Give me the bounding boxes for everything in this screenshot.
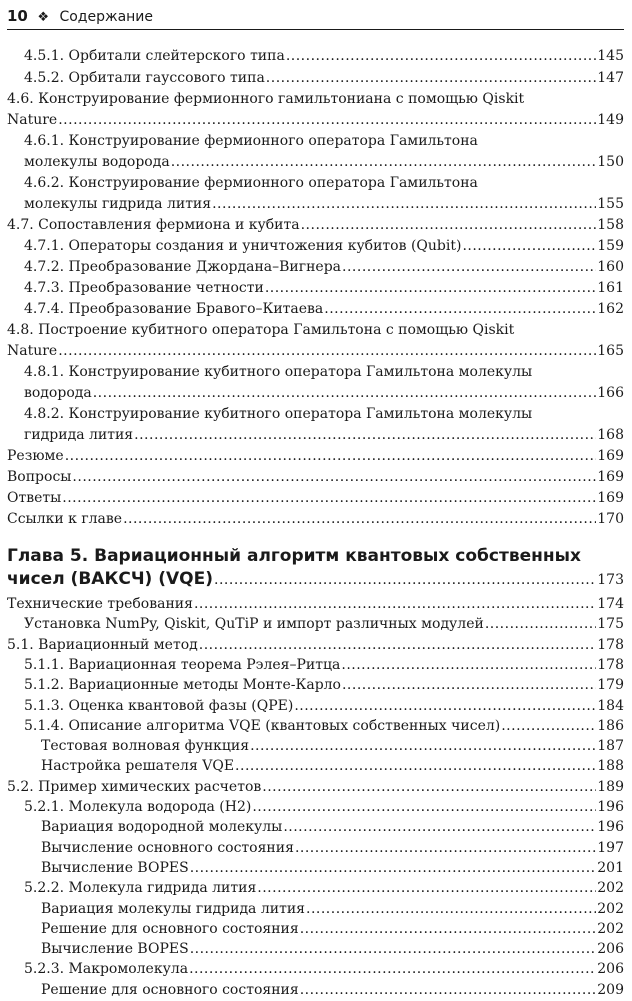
leader-dots: [262, 777, 596, 798]
toc-entry-title: Резюме: [7, 448, 64, 464]
toc-entry-title: 4.6.1. Конструирование фермионного оператора Гамильтона: [24, 133, 478, 149]
toc-entry[interactable]: [7, 838, 624, 859]
toc-entry-title: Установка NumPy, Qiskit, QuTiP и импорт различных модулей: [24, 616, 484, 633]
toc-entry-title: 4.8.1. Конструирование кубитного оператора Гамильтона молекулы: [24, 364, 533, 380]
leader-dots: [199, 635, 597, 656]
leader-dots: [342, 257, 596, 278]
leader-dots: [123, 509, 596, 530]
toc-entry-title: 4.7.1. Операторы создания и уничтожения кубитов (Qubit): [24, 238, 462, 254]
toc-entry-page: 170: [597, 511, 624, 527]
leader-dots: [58, 341, 596, 362]
toc-entry-title: 4.5.2. Орбитали гауссового типа: [24, 70, 265, 86]
toc-entry[interactable]: [7, 878, 624, 899]
toc-entry[interactable]: [7, 594, 624, 615]
leader-dots: [93, 383, 597, 404]
toc-entry-title: 4.7.2. Преобразование Джордана–Вигнера: [24, 259, 342, 275]
toc-entry-page: 158: [597, 217, 624, 233]
toc-entry-page: 162: [597, 301, 624, 317]
toc-entry-title: 5.2. Пример химических расчетов: [7, 778, 262, 795]
toc-entry[interactable]: [7, 236, 624, 257]
toc-entry-page: 149: [597, 112, 624, 128]
toc-entry-page: 202: [597, 880, 624, 897]
leader-dots: [134, 425, 596, 446]
leader-dots: [190, 939, 597, 960]
toc-entry-line[interactable]: [7, 131, 624, 152]
leader-dots: [283, 817, 596, 838]
page-number: 10: [7, 7, 28, 25]
toc-entry-title: 5.1.4. Описание алгоритма VQE (квантовых собственных чисел): [24, 717, 501, 734]
toc-entry-title: 4.5.1. Орбитали слейтерского типа: [24, 48, 285, 64]
leader-dots: [62, 488, 596, 509]
toc-entry-title: 4.7.3. Преобразование четности: [24, 280, 264, 296]
toc-entry-title: 5.2.3. Макромолекула: [24, 961, 189, 978]
toc-entry-page: 188: [597, 758, 624, 775]
toc-entry[interactable]: [7, 110, 624, 131]
header-rule: [7, 29, 624, 30]
leader-dots: [294, 696, 596, 717]
chapter-title: чисел (ВАКСЧ) (VQE): [7, 569, 214, 589]
toc-entry[interactable]: [7, 299, 624, 320]
toc-entry[interactable]: [7, 383, 624, 404]
leader-dots: [65, 446, 597, 467]
toc-entry[interactable]: [7, 797, 624, 818]
leader-dots: [295, 838, 596, 859]
toc-entry-title: водорода: [24, 385, 92, 401]
toc-entry[interactable]: [7, 980, 624, 1001]
toc-entry-title: Тестовая волновая функция: [41, 738, 250, 755]
toc-entry-title: Решение для основного состояния: [41, 981, 299, 998]
toc-entry[interactable]: [7, 68, 624, 89]
toc-entry[interactable]: [7, 817, 624, 838]
toc-entry-title: Вычисление BOPES: [41, 859, 189, 876]
toc-entry[interactable]: [7, 696, 624, 717]
leader-dots: [462, 236, 596, 257]
toc-entry-title: 4.8. Построение кубитного оператора Гамильтона с помощью Qiskit: [7, 322, 515, 338]
toc-entry-title: Вариация водородной молекулы: [41, 819, 283, 836]
toc-entry-page: 150: [597, 154, 624, 170]
toc-entry-line[interactable]: [7, 362, 624, 383]
leader-dots: [252, 797, 596, 818]
chapter-heading-end[interactable]: [7, 566, 624, 593]
ornament-icon: ❖: [37, 10, 49, 25]
toc-entry-line[interactable]: [7, 320, 624, 341]
toc-entry[interactable]: [7, 959, 624, 980]
toc-entry-page: 175: [597, 616, 624, 633]
toc-entry-title: молекулы гидрида лития: [24, 196, 212, 212]
toc-entry-page: 169: [597, 448, 624, 464]
toc-entry-page: 187: [597, 738, 624, 755]
toc-entry-title: Вычисление BOPES: [41, 941, 189, 958]
toc-entry-page: 161: [597, 280, 624, 296]
toc-entry-page: 202: [597, 900, 624, 917]
toc-entry-title: Nature: [7, 343, 58, 359]
leader-dots: [501, 716, 596, 737]
toc-entry-title: Вариация молекулы гидрида лития: [41, 900, 305, 917]
toc-entry-title: 4.7. Сопоставления фермиона и кубита: [7, 217, 300, 233]
leader-dots: [190, 858, 597, 879]
toc-entry-title: 5.1. Вариационный метод: [7, 636, 198, 653]
leader-dots: [300, 919, 597, 940]
toc-entry-page: 169: [597, 490, 624, 506]
toc-entry[interactable]: [7, 278, 624, 299]
leader-dots: [58, 110, 596, 131]
toc-entry[interactable]: [7, 46, 624, 67]
toc-entry-page: 202: [597, 920, 624, 937]
leader-dots: [257, 878, 596, 899]
toc-entry-title: 5.1.2. Вариационные методы Монте-Карло: [24, 677, 341, 694]
toc-entry[interactable]: [7, 635, 624, 656]
toc-entry[interactable]: [7, 425, 624, 446]
toc-entry[interactable]: [7, 341, 624, 362]
toc-entry-page: 159: [597, 238, 624, 254]
toc-entry[interactable]: [7, 257, 624, 278]
leader-dots: [235, 756, 596, 777]
toc-entry-page: 178: [597, 656, 624, 673]
toc-entry-title: Вычисление основного состояния: [41, 839, 294, 856]
leader-dots: [72, 467, 596, 488]
leader-dots: [194, 594, 596, 615]
toc-entry[interactable]: [7, 488, 624, 509]
chapter-title: Глава 5. Вариационный алгоритм квантовых собственных: [7, 546, 581, 566]
toc-entry-page: 206: [597, 961, 624, 978]
toc-entry-title: 4.8.2. Конструирование кубитного оператора Гамильтона молекулы: [24, 406, 533, 422]
running-header: [7, 4, 624, 28]
toc-entry-page: 206: [597, 941, 624, 958]
toc-entry[interactable]: [7, 777, 624, 798]
leader-dots: [266, 68, 596, 89]
toc-entry-line[interactable]: [7, 404, 624, 425]
running-title: Содержание: [59, 9, 154, 25]
leader-dots: [171, 152, 597, 173]
toc-entry-page: 169: [597, 469, 624, 485]
toc-entry-title: Настройка решателя VQE: [41, 758, 235, 775]
leader-dots: [265, 278, 596, 299]
leader-dots: [189, 959, 596, 980]
toc-entry[interactable]: [7, 716, 624, 737]
toc-entry-page: 184: [597, 697, 624, 714]
toc-entry-page: 168: [597, 427, 624, 443]
leader-dots: [324, 299, 596, 320]
toc-entry[interactable]: [7, 215, 624, 236]
chapter-page: 173: [597, 572, 624, 588]
toc-entry-page: 165: [597, 343, 624, 359]
leader-dots: [286, 46, 596, 67]
toc-entry[interactable]: [7, 446, 624, 467]
toc-entry-page: 145: [597, 48, 624, 64]
toc-entry[interactable]: [7, 899, 624, 920]
toc-entry-page: 189: [597, 778, 624, 795]
toc-entry-page: 147: [597, 70, 624, 86]
leader-dots: [301, 215, 597, 236]
toc-entry[interactable]: [7, 152, 624, 173]
toc-entry-page: 179: [597, 677, 624, 694]
toc-entry-page: 160: [597, 259, 624, 275]
toc-entry-title: 5.1.1. Вариационная теорема Рэлея–Ритца: [24, 656, 341, 673]
toc-entry-title: 4.6. Конструирование фермионного гамильтониана с помощью Qiskit: [7, 91, 525, 107]
toc-entry-page: 166: [597, 385, 624, 401]
toc-entry-title: Nature: [7, 112, 58, 128]
toc-entry-title: 5.2.1. Молекула водорода (H2): [24, 799, 252, 815]
toc-entry-title: 5.2.2. Молекула гидрида лития: [24, 880, 257, 897]
toc-entry-page: 178: [597, 636, 624, 653]
toc-entry[interactable]: [7, 919, 624, 940]
toc-entry[interactable]: [7, 194, 624, 215]
toc-entry[interactable]: [7, 467, 624, 488]
toc-entry-page: 186: [597, 717, 624, 734]
leader-dots: [214, 567, 596, 593]
toc-entry[interactable]: [7, 509, 624, 530]
toc-entry-page: 196: [597, 799, 624, 815]
toc-entry-title: Решение для основного состояния: [41, 920, 299, 937]
toc-entry[interactable]: [7, 736, 624, 757]
toc-entry-title: 5.1.3. Оценка квантовой фазы (QPE): [24, 697, 294, 714]
toc-entry[interactable]: [7, 675, 624, 696]
leader-dots: [250, 736, 596, 757]
toc-entry-title: Вопросы: [7, 469, 72, 485]
leader-dots: [342, 675, 596, 696]
leader-dots: [485, 614, 596, 635]
toc-entry-title: гидрида лития: [24, 427, 134, 443]
toc-entry-title: молекулы водорода: [24, 154, 170, 170]
leader-dots: [306, 899, 596, 920]
toc-entry[interactable]: [7, 655, 624, 676]
toc-entry-title: Ссылки к главе: [7, 511, 123, 527]
toc-entry-title: 4.6.2. Конструирование фермионного оператора Гамильтона: [24, 175, 478, 191]
toc-entry[interactable]: [7, 756, 624, 777]
toc-entry-page: 201: [597, 859, 624, 876]
toc-entry-title: 4.7.4. Преобразование Бравого–Китаева: [24, 301, 324, 317]
leader-dots: [341, 655, 596, 676]
toc-entry-page: 174: [597, 596, 624, 612]
leader-dots: [300, 980, 597, 1001]
toc-entry-page: 196: [597, 819, 624, 836]
toc-entry-page: 155: [597, 196, 624, 212]
toc-entry-line[interactable]: [7, 173, 624, 194]
toc-entry-page: 209: [597, 981, 624, 998]
toc-entry-title: Ответы: [7, 490, 62, 506]
toc-entry[interactable]: [7, 939, 624, 960]
toc-entry[interactable]: [7, 858, 624, 879]
leader-dots: [212, 194, 596, 215]
toc-entry-page: 197: [597, 839, 624, 856]
toc-entry[interactable]: [7, 614, 624, 635]
toc-entry-title: Технические требования: [7, 596, 193, 612]
toc-entry-line[interactable]: [7, 89, 624, 110]
